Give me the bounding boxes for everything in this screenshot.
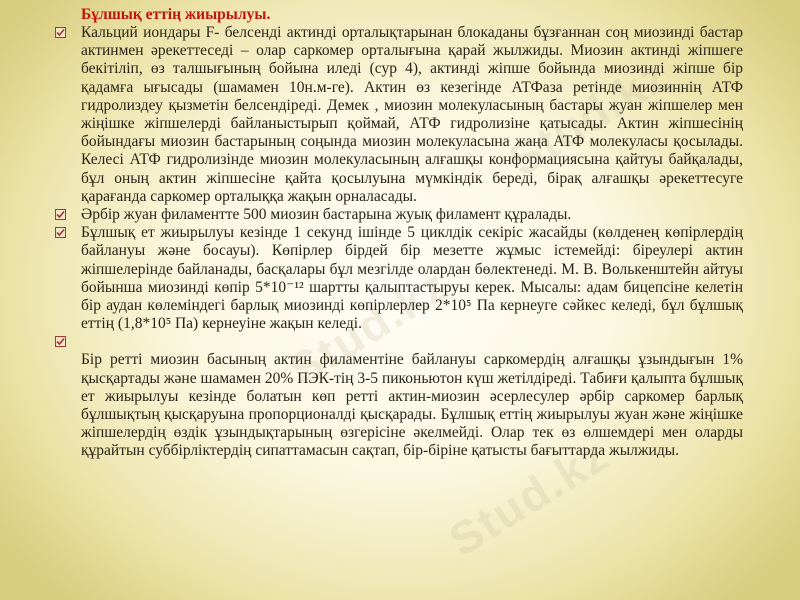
bullet-text-empty (81, 333, 743, 351)
bullet-item (55, 224, 743, 333)
slide-title: Бұлшық еттің жиырылуы. (81, 6, 271, 23)
checkbox-bullet-icon (55, 209, 66, 220)
slide-content (55, 6, 743, 461)
bullet-item (55, 206, 743, 224)
paragraph-item (55, 351, 743, 460)
bullet-item (55, 333, 743, 351)
watermark-text: Stud.kz (439, 427, 618, 567)
checkbox-bullet-icon (55, 227, 66, 238)
bullet-text: Бұлшық ет жиырылуы кезінде 1 секунд ішінде 5 циклдік секіріс жасайды (көлденең көпірлердің байлануы және босауы). Көпірлер бірдей бір мезетте жұмыс істемейді: біреулері актин жіпшелерінде байланады, басқалары бұл мезгілде олардан бөлектенеді. М. В. Волькенштейн айтуы бойынша миозинді көпір 5*10⁻¹² шартты қалыптастыруы керек. Мысалы: адам бицепсіне келетін бір аудан көлеміндегі барлық миозинді көпірлерлер 2*10⁵ Па кернеуге сәйкес келеді, бұл бұлшық еттің (1,8*10⁵ Па) кернеуіне жақын келеді. (81, 224, 743, 333)
checkbox-bullet-icon (55, 27, 66, 38)
watermark-text: Stud.kz (499, 47, 678, 187)
paragraph-text: Бір ретті миозин басының актин филаментіне байлануы саркомердің алғашқы ұзындығын 1% қысқартады және шамамен 20% ПЭК-тің 3-5 пиконьютон күш жетілдіреді. Табиғи қалыпта бұлшық ет жиырылуы кезінде болатын көп ретті актин-миозин әсерлесулер әрбір саркомер барлық бұлшықтың қысқаруына пропорционалді қысқарады. Бұлшық еттің жиырылуы жуан және жіңішке жіпшелердің өздік ұзындықтарының өзгерісіне әкелмейді. Олар тек өз өлшемдері мен оларды құрайтын суббірліктердің сипаттамасын сақтап, бір-біріне қатысты бағыттарда жылжиды. (81, 351, 743, 460)
watermark-text: Stud.kz (279, 257, 458, 397)
checkbox-bullet-icon (55, 336, 66, 347)
bullet-item (55, 24, 743, 206)
bullet-text: Кальций иондары F- белсенді актинді орталықтарынан блокаданы бұзғаннан соң миозинді бастар актинмен әрекеттеседі – олар саркомер орталығына қарай жылжиды. Миозин актинді жіпшеге бекітіліп, өз талшығының бойына иледі (сур 4), актинді жіпше бойында миозинді жіпше бір қадамға ығысады (шамамен 10н.м-ге). Актин өз кезегінде АТФаза ретінде миозиннің АТФ гидролиздеу қызметін белсендіреді. Демек , миозин молекуласының бастары жуан жіпшелер мен жіңішке жіпшелерді байланыстырып қоймай, АТФ гидролизіне қатысады. Актин жіпшесінің бойындағы миозин бастарының соңында миозин молекуласына жаңа АТФ молекуласы қосылады. Келесі АТФ гидролизінде миозин молекуласының алғашқы конформациясына қайтуы байқалады, бұл оның актин жіпшесіне қайта қосылуына мүмкіндік береді, бірақ алғашқы әрекеттесуге қарағанда саркомер орталыққа жақын орналасады. (81, 24, 743, 205)
bullet-text: Әрбір жуан филаментте 500 миозин бастарына жуық филамент құралады. (81, 206, 572, 224)
